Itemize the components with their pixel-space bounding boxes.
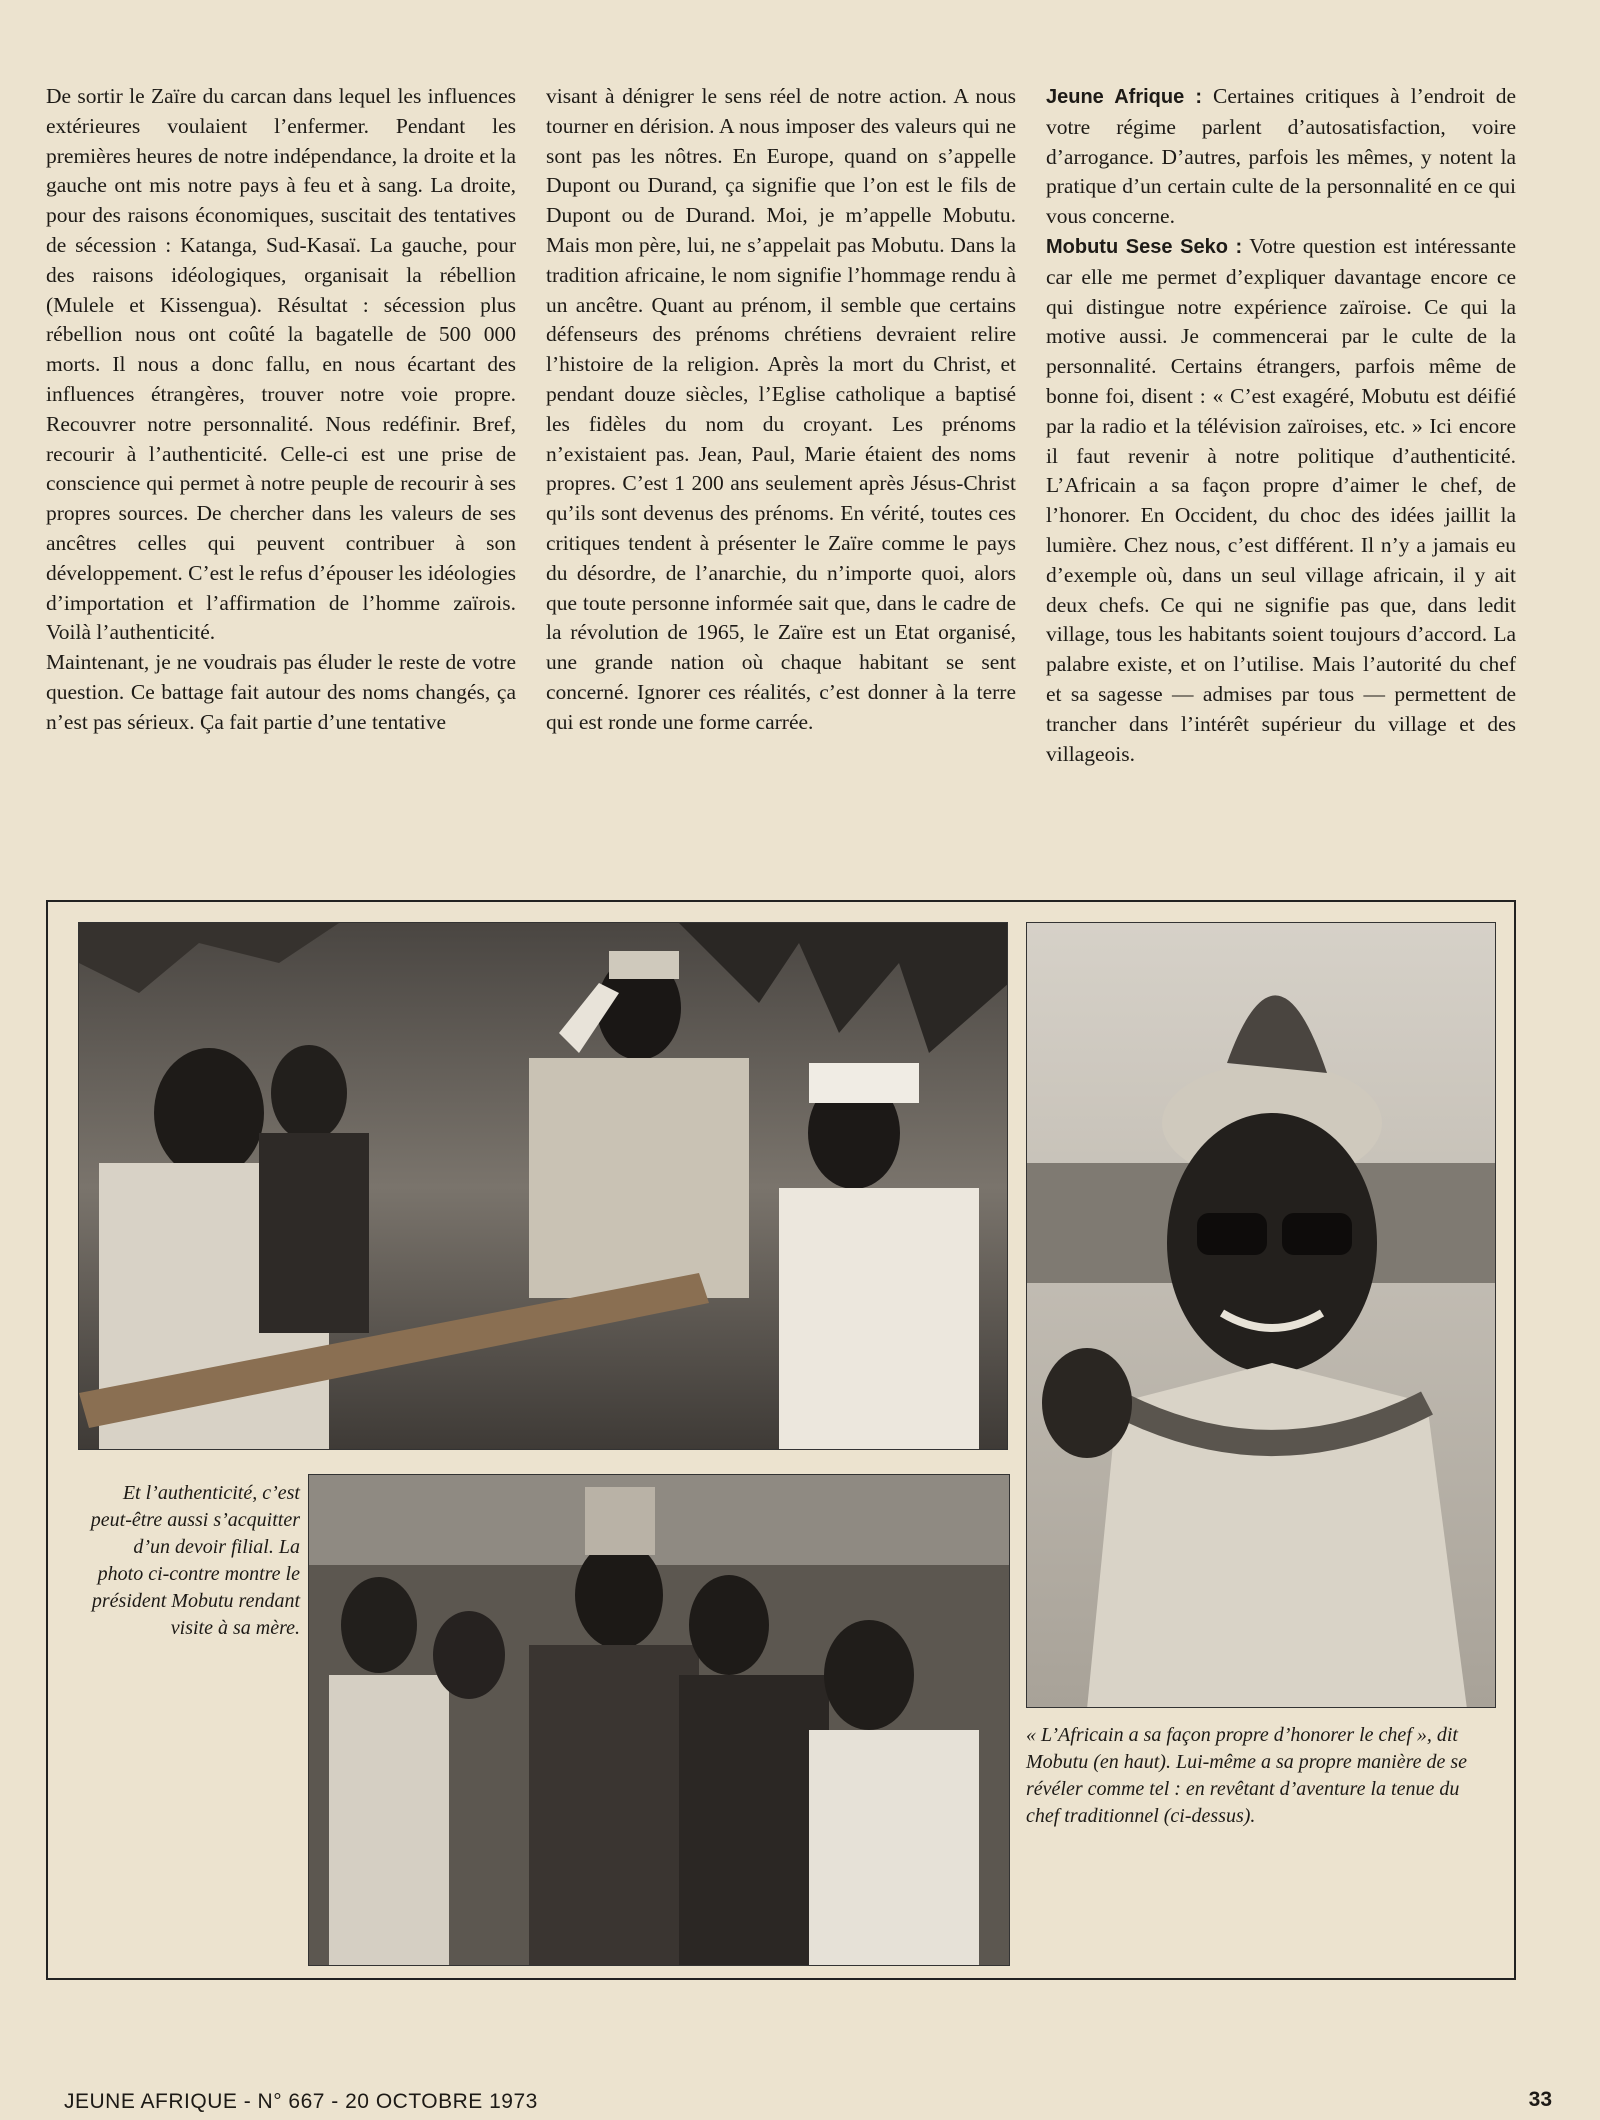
caption-mother-photo: Et l’authenticité, c’est peut-être aussi s’acquitter d’un devoir filial. La photo ci-contre montre le président Mobutu rendant visite à sa mère. bbox=[90, 1482, 300, 1639]
question-speaker: Jeune Afrique : bbox=[1046, 86, 1203, 108]
question-text: Certaines critiques à l’endroit de votre régime parlent d’autosatisfaction, voire d’arrogance. D’autres, parfois les mêmes, y notent la pratique d’un certain culte de la personnalité en ce qui vous concerne. bbox=[1046, 84, 1516, 229]
footer-publication-info: JEUNE AFRIQUE - N° 667 - 20 OCTOBRE 1973 bbox=[64, 2090, 538, 2113]
col1-paragraph-2: Maintenant, je ne voudrais pas éluder le reste de votre question. Ce battage fait autour des noms changés, ça n’est pas sérieux. Ça fait partie d’une tentative bbox=[46, 650, 516, 734]
photo-mobutu-mother bbox=[308, 1474, 1010, 1966]
col1-paragraph-1: De sortir le Zaïre du carcan dans lequel les influences extérieures voulaient l’enfermer. Pendant les premières heures de notre indépendance, la droite et la gauche ont mis notre pays à feu et à sang. La droite, pour des raisons économiques, suscitait des tentatives de sécession : Katanga, Sud-Kasaï. La gauche, pour des raisons idéologiques, organisait la rébellion (Mulele et Kissengua). Résultat : sécession plus rébellion nous ont coûté la bagatelle de 500 000 morts. Il nous a donc fallu, en nous écartant des influences étrangères, trouver notre voie propre. Recouvrer notre personnalité. Nous redéfinir. Bref, recourir à l’authenticité. Celle-ci est une prise de conscience qui permet à notre peuple de recourir à ses propres sources. De chercher dans les valeurs de ses ancêtres celles qui peuvent contribuer à son développement. C’est le refus d’épouser les idéologies d’importation et l’affirmation de l’homme zaïrois. Voilà l’authenticité. bbox=[46, 84, 516, 645]
photo-salute-image bbox=[79, 923, 1008, 1450]
photo-mother-image bbox=[309, 1475, 1010, 1966]
answer-text: Votre question est intéressante car elle me permet d’expliquer davantage encore ce qui distingue notre expérience zaïroise. Ce qui la motive aussi. Je commencerai par le culte de la personnalité. Certains étrangers, parfois même de bonne foi, disent : « C’est exagéré, Mobutu est déifié par la radio et la télévision zaïroises, etc. » Ici encore il faut revenir à notre politique d’authenticité. L’Africain a sa façon propre d’aimer le chef, de l’honorer. En Occident, du choc des idées jaillit la lumière. Chez nous, c’est différent. Il n’y a jamais eu d’exemple où, dans un seul village africain, il y ait deux chefs. Ce qui ne signifie pas que, dans ledit village, tous les habitants soient toujours d’accord. La palabre existe, et on l’utilise. Mais l’autorité du chef et sa sagesse — admises par tous — permettent de trancher dans l’intérêt supérieur du village et des villageois. bbox=[1046, 233, 1516, 766]
col2-paragraph-1: visant à dénigrer le sens réel de notre action. A nous tourner en dérision. A nous imposer des valeurs qui ne sont pas les nôtres. En Europe, quand on s’appelle Dupont ou Durand, ça signifie que l’on est le fils de Dupont ou de Durand. Moi, je m’appelle Mobutu. Mais mon père, lui, ne s’appelait pas Mobutu. Dans la tradition africaine, le nom signifie l’hommage rendu à un ancêtre. Quant au prénom, il semble que certains défenseurs des prénoms chrétiens devraient relire l’histoire de la religion. Après la mort du Christ, et pendant douze siècles, l’Eglise catholique a baptisé les fidèles du nom du croyant. Les prénoms n’existaient pas. Jean, Paul, Marie étaient des noms propres. C’est 1 200 ans seulement après Jésus-Christ qu’ils sont devenus des prénoms. En vérité, toutes ces critiques tendent à présenter le Zaïre comme le pays du désordre, de l’anarchie, du n’importe quoi, alors que toute personne informée sait que, dans le cadre de la révolution de 1965, le Zaïre est un Etat organisé, une grande nation où chaque habitant se sent concerné. Ignorer ces réalités, c’est donner à la terre qui est ronde une forme carrée. bbox=[546, 84, 1016, 734]
text-column-3 bbox=[1046, 82, 1516, 769]
text-column-1 bbox=[46, 82, 516, 738]
answer-paragraph bbox=[1046, 232, 1516, 769]
photo-portrait-image bbox=[1027, 923, 1496, 1708]
photo-mobutu-salute bbox=[78, 922, 1008, 1450]
page-number: 33 bbox=[1528, 2088, 1552, 2111]
answer-speaker: Mobutu Sese Seko : bbox=[1046, 235, 1243, 258]
text-column-2 bbox=[546, 82, 1016, 738]
photo-frame bbox=[46, 900, 1516, 1980]
caption-portrait-photo: « L’Africain a sa façon propre d’honorer le chef », dit Mobutu (en haut). Lui-même a sa propre manière de se révéler comme tel : en revêtant d’aventure la tenue du chef traditionnel (ci-dessus). bbox=[1026, 1724, 1468, 1827]
photo-mobutu-portrait bbox=[1026, 922, 1496, 1708]
question-paragraph bbox=[1046, 82, 1516, 232]
